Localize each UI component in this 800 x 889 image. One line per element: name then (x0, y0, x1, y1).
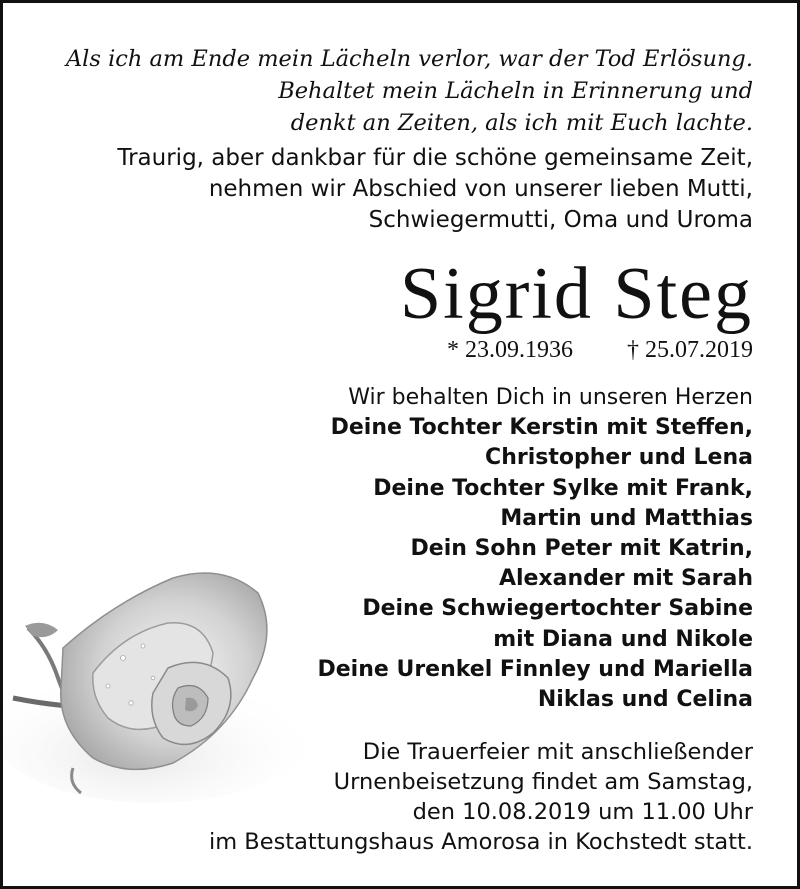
ceremony-line: im Bestattungshaus Amorosa in Kochstedt statt. (208, 829, 753, 855)
signer-line: Niklas und Celina (537, 687, 753, 713)
intro-line: Traurig, aber dankbar für die schöne gemeinsame Zeit, (117, 145, 753, 171)
signers (318, 383, 754, 715)
poem-line: Behaltet mein Lächeln in Erinnerung und (278, 78, 753, 104)
birth-date: * 23.09.1936 (447, 337, 573, 363)
signer-line: Martin und Matthias (500, 505, 753, 531)
signer-line: Deine Tochter Sylke mit Frank, (373, 475, 753, 501)
ceremony-line: den 10.08.2019 um 11.00 Uhr (412, 799, 753, 825)
poem-line: denkt an Zeiten, als ich mit Euch lachte. (290, 110, 753, 136)
poem (66, 43, 753, 139)
signer-line: Dein Sohn Peter mit Katrin, (410, 536, 753, 562)
life-dates (447, 335, 753, 365)
signer-line: Deine Schwiegertochter Sabine (362, 596, 753, 622)
signer-line: Alexander mit Sarah (498, 566, 753, 592)
signer-line: mit Diana und Nikole (493, 626, 753, 652)
signer-line: Christopher und Lena (485, 445, 753, 471)
intro-line: nehmen wir Abschied von unserer lieben Mutti, (208, 176, 753, 202)
poem-line: Als ich am Ende mein Lächeln verlor, war der Tod Erlösung. (65, 46, 753, 72)
signer-line: Deine Urenkel Finnley und Mariella (317, 656, 753, 682)
ceremony-line: Urnenbeisetzung findet am Samstag, (333, 769, 753, 795)
intro-line: Schwiegermutti, Oma und Uroma (368, 207, 753, 233)
deceased-name: Sigrid Steg (400, 253, 753, 335)
ceremony-info (209, 737, 753, 857)
death-date: † 25.07.2019 (627, 337, 753, 363)
intro-text (117, 143, 753, 236)
ceremony-line: Die Trauerfeier mit anschließender (362, 739, 753, 765)
signer-line: Deine Tochter Kerstin mit Steffen, (330, 415, 753, 441)
signers-lead: Wir behalten Dich in unseren Herzen (348, 385, 753, 410)
